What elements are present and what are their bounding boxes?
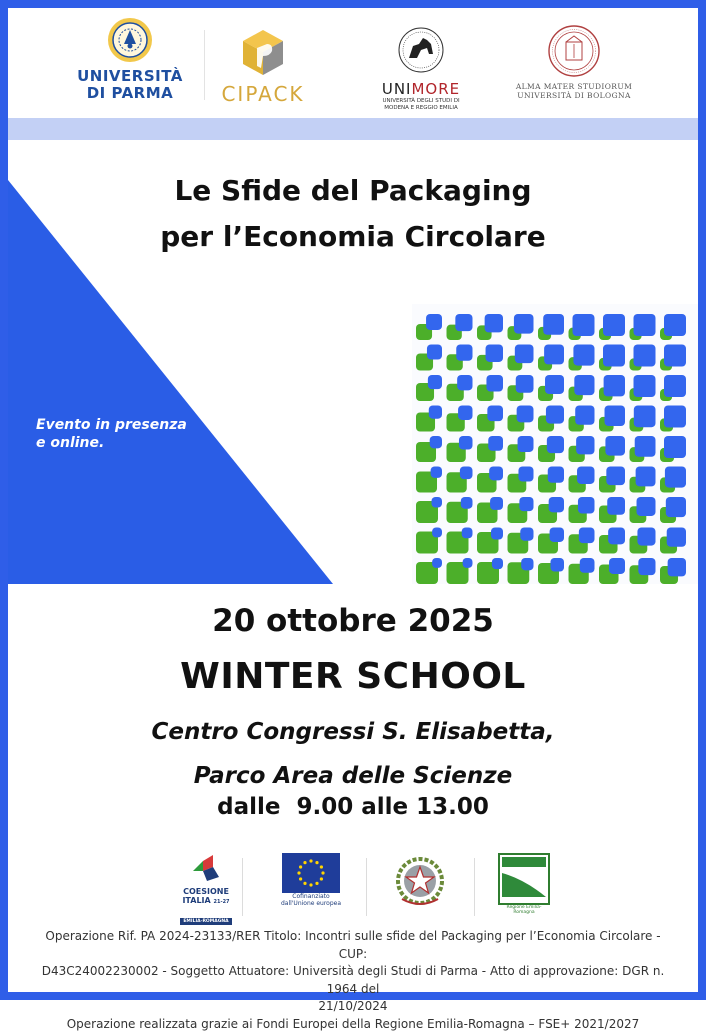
blue-tile <box>544 345 564 365</box>
blue-tile <box>427 345 442 360</box>
cipack-cube-icon <box>239 28 287 78</box>
logo-unibo <box>512 24 636 100</box>
blue-tile <box>664 375 686 397</box>
blue-tile <box>578 497 595 514</box>
footer-logo-divider <box>474 858 475 916</box>
unibo-seal-icon <box>547 24 601 78</box>
cipack-name: CIPACK <box>218 82 308 106</box>
eu-star <box>320 877 323 880</box>
blue-tile <box>520 528 533 541</box>
blue-tile <box>514 314 534 334</box>
logo-divider <box>204 30 205 100</box>
blue-tile <box>549 497 564 512</box>
footer-logo-divider <box>242 858 243 916</box>
unimore-name-b: MORE <box>411 80 460 98</box>
blue-tile <box>634 406 656 428</box>
blue-tile <box>432 558 442 568</box>
unimore-sub-line1: UNIVERSITÀ DEGLI STUDI DI <box>378 98 464 105</box>
coesione-line2: ITALIA <box>182 896 210 905</box>
blue-tile <box>521 558 533 570</box>
blue-tile <box>606 467 625 486</box>
unimore-sub-line2: MODENA E REGGIO EMILIA <box>378 105 464 112</box>
blue-tile <box>491 528 503 540</box>
blue-tile <box>634 345 656 367</box>
event-date: 20 ottobre 2025 <box>8 603 698 639</box>
blue-tile <box>603 314 625 336</box>
footer-line2: D43C24002230002 - Soggetto Attuatore: Università degli Studi di Parma - Atto di approvazione: DGR n. 1964 del <box>30 963 676 998</box>
footer-legal-text <box>30 928 676 1033</box>
blue-tile <box>665 467 686 488</box>
blue-tile <box>457 375 472 390</box>
blue-tile <box>429 406 442 419</box>
logo-eu <box>272 853 350 907</box>
venue-line2: Parco Area delle Scienze <box>8 754 698 798</box>
blue-tile <box>432 528 442 538</box>
blue-tile <box>668 558 686 576</box>
blue-tile <box>517 406 534 423</box>
blue-tile <box>490 497 503 510</box>
event-hours: dalle 9.00 alle 13.00 <box>8 794 698 820</box>
eu-caption-line2: dall'Unione europea <box>272 900 350 907</box>
tile-grid-graphic <box>412 304 698 584</box>
footer-line1: Operazione Rif. PA 2024-23133/RER Titolo: Incontri sulle sfide del Packaging per l’Economia Circolare - CUP: <box>30 928 676 963</box>
unipr-name-line1: UNIVERSITÀ <box>70 68 190 85</box>
blue-tile <box>605 406 625 426</box>
unibo-name-line2: UNIVERSITÀ DI BOLOGNA <box>512 91 636 100</box>
blue-tile <box>518 467 533 482</box>
blue-tile <box>634 314 656 336</box>
blue-tile <box>492 558 503 569</box>
logo-coesione-italia <box>170 853 242 926</box>
logo-universita-di-parma <box>70 16 190 102</box>
eu-flag-icon <box>282 853 340 893</box>
blue-tile <box>637 497 656 516</box>
eu-star <box>299 877 302 880</box>
event-title <box>8 168 698 260</box>
logo-cipack <box>218 28 308 106</box>
eu-star <box>303 861 306 864</box>
blue-tile <box>543 314 564 335</box>
blue-tile <box>605 436 625 456</box>
footer-line4: Operazione realizzata grazie ai Fondi Europei della Regione Emilia-Romagna – FSE+ 2021/2027 <box>30 1016 676 1033</box>
rer-caption: Regione Emilia-Romagna <box>496 905 552 915</box>
header-logos <box>8 8 698 126</box>
venue-line1: Centro Congressi S. Elisabetta, <box>8 710 698 754</box>
blue-tile <box>428 375 442 389</box>
blue-tile <box>515 345 534 364</box>
blue-tile <box>573 314 595 336</box>
blue-tile <box>638 558 655 575</box>
blue-tile <box>664 345 686 367</box>
blue-tile <box>519 497 533 511</box>
blue-tile <box>575 406 594 425</box>
eu-star <box>303 882 306 885</box>
blue-tile <box>462 528 473 539</box>
unipr-name-line2: DI PARMA <box>70 85 190 102</box>
eu-star <box>297 871 300 874</box>
event-mode-line2: e online. <box>36 434 187 452</box>
blue-tile <box>456 345 472 361</box>
eu-star <box>309 859 312 862</box>
italian-republic-emblem-icon <box>392 853 448 911</box>
blue-tile <box>609 558 625 574</box>
logo-repubblica-italiana <box>392 853 448 915</box>
coesione-years: 21-27 <box>214 899 230 905</box>
event-venue <box>8 710 698 798</box>
blue-tile <box>604 375 625 396</box>
blue-tile <box>486 375 503 392</box>
blue-tile <box>461 497 473 509</box>
blue-tile <box>573 345 594 366</box>
blue-tile <box>463 558 473 568</box>
blue-tile <box>426 314 442 330</box>
eu-star <box>315 882 318 885</box>
footer-logo-divider <box>366 858 367 916</box>
blue-tile <box>664 314 686 336</box>
blue-tile <box>550 558 564 572</box>
coesione-region: EMILIA-ROMAGNA <box>180 918 231 925</box>
blue-tile <box>459 436 473 450</box>
blue-tile <box>577 467 594 484</box>
title-line2: per l’Economia Circolare <box>8 214 698 260</box>
blue-tile <box>545 375 564 394</box>
blue-tile <box>489 467 503 481</box>
blue-tile <box>667 528 686 547</box>
blue-tile <box>574 375 594 395</box>
blue-tile <box>488 436 503 451</box>
blue-tile <box>664 436 686 458</box>
blue-tile <box>607 497 625 515</box>
blue-tile <box>485 314 503 332</box>
logo-regione-emilia-romagna <box>496 853 552 915</box>
coesione-line1: COESIONE <box>170 887 242 896</box>
blue-tile <box>637 528 655 546</box>
blue-tile <box>516 375 534 393</box>
blue-tile <box>666 497 686 517</box>
event-mode-note <box>36 416 187 452</box>
eu-star <box>320 865 323 868</box>
title-line1: Le Sfide del Packaging <box>8 168 698 214</box>
blue-tile <box>576 436 594 454</box>
eu-caption-line1: Cofinanziato <box>272 893 350 900</box>
eu-star <box>309 883 312 886</box>
coesione-line2-wrap <box>170 896 242 907</box>
blue-tile <box>634 375 656 397</box>
blue-tile <box>486 345 503 362</box>
blue-tile <box>635 436 656 457</box>
unimore-name <box>378 80 464 98</box>
blue-tile <box>580 558 595 573</box>
logo-unimore <box>378 24 464 112</box>
eu-star <box>315 861 318 864</box>
blue-tile <box>431 497 442 508</box>
unimore-name-a: UNI <box>382 80 412 98</box>
unibo-name-line1: ALMA MATER STUDIORUM <box>512 82 636 91</box>
blue-tile <box>518 436 534 452</box>
blue-tile <box>458 406 472 420</box>
blue-tile <box>455 314 472 331</box>
blue-tile <box>550 528 564 542</box>
blue-tile <box>579 528 595 544</box>
blue-tile <box>487 406 503 422</box>
blue-tile <box>431 467 442 478</box>
blue-tile <box>547 436 564 453</box>
eu-star <box>321 871 324 874</box>
blue-tile <box>636 467 656 487</box>
blue-tile <box>603 345 625 367</box>
footer-line3: 21/10/2024 <box>30 998 676 1016</box>
regione-er-icon <box>498 853 550 905</box>
blue-tile <box>460 467 473 480</box>
blue-tile <box>546 406 564 424</box>
coesione-italia-icon <box>189 853 223 883</box>
blue-tile <box>608 528 625 545</box>
blue-tile <box>548 467 564 483</box>
eu-star <box>299 865 302 868</box>
header-band <box>8 118 698 140</box>
event-name: WINTER SCHOOL <box>8 656 698 697</box>
unimore-horse-seal-icon <box>397 24 445 76</box>
event-mode-line1: Evento in presenza <box>36 416 187 434</box>
blue-tile <box>430 436 442 448</box>
unipr-seal-icon <box>102 16 158 64</box>
blue-tile <box>664 406 686 428</box>
